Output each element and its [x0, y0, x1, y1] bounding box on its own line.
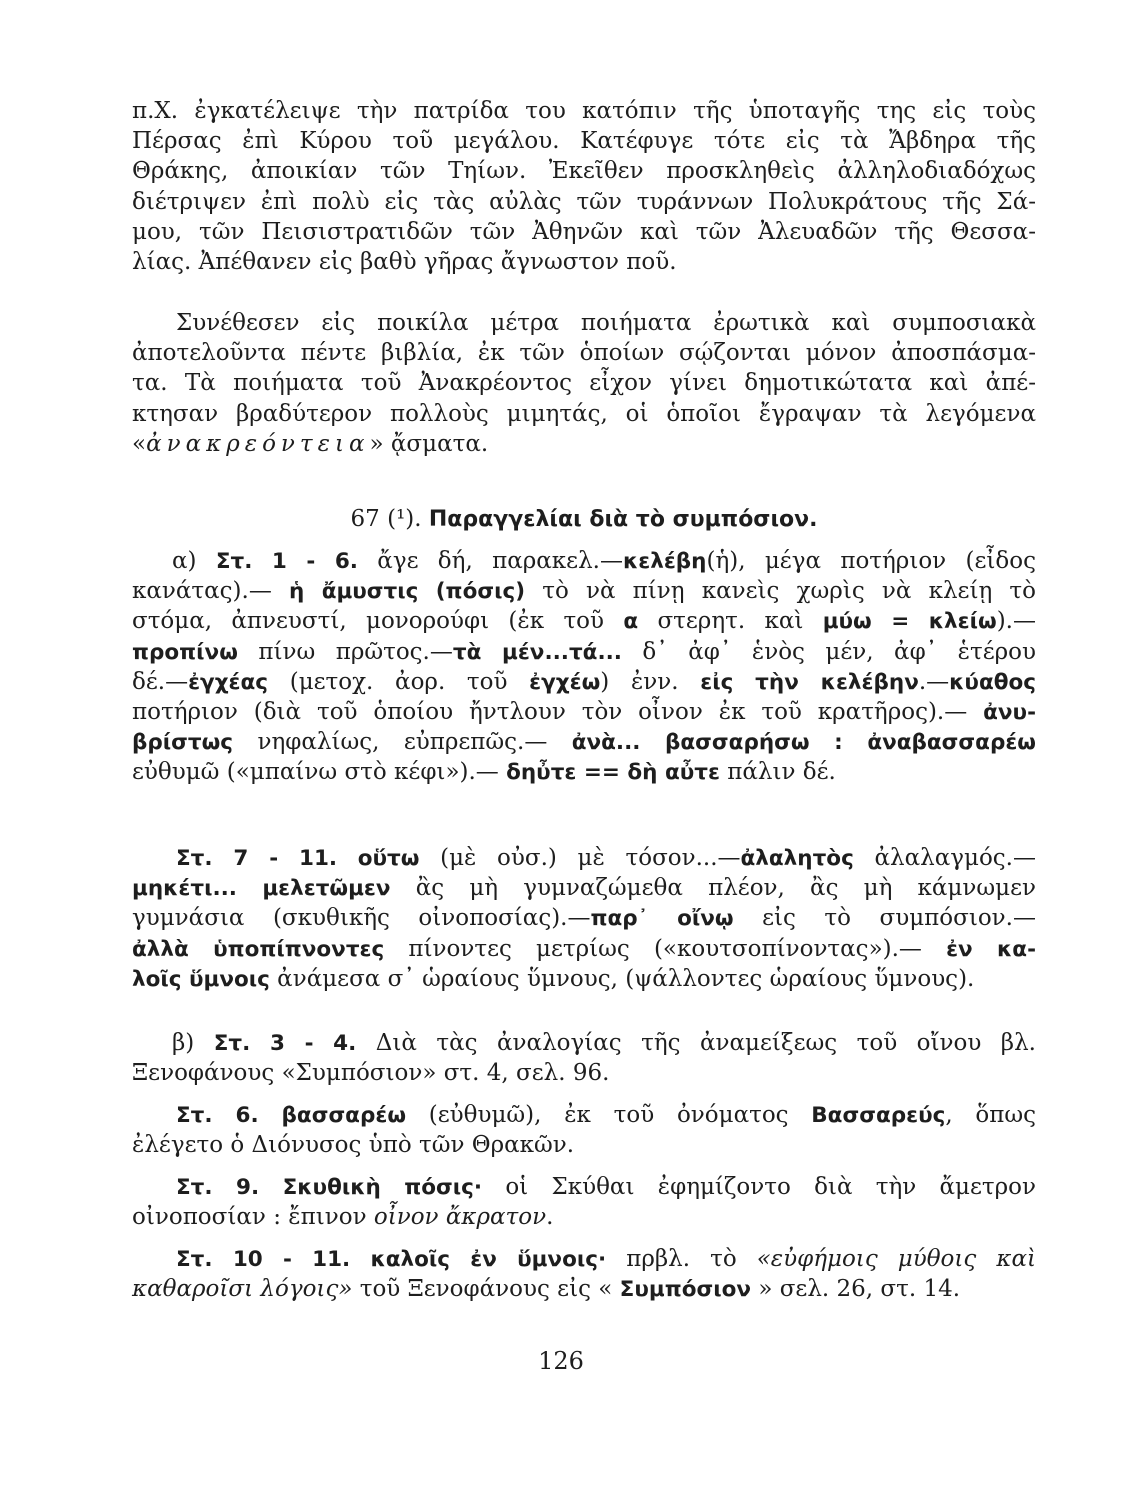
text-line: λίας. Ἀπέθανεν εἰς βαθὺ γῆρας ἄγνωστον ποῦ. — [132, 248, 677, 275]
plain-text: πρβλ. τὸ — [606, 1246, 757, 1272]
bold-term: μύω = κλείω — [822, 609, 997, 635]
plain-text: Διὰ τὰς ἀναλογίας τῆς ἀναμείξεως τοῦ οἴνου βλ. — [356, 1030, 1036, 1056]
bold-term: Στ. 6. βασσαρέω — [176, 1103, 407, 1128]
plain-text: (εὐθυμῶ), ἐκ τοῦ ὀνόματος — [406, 1102, 812, 1128]
text-line — [132, 873, 1036, 903]
plain-text: , ὅπως — [945, 1102, 1036, 1128]
text-line: κτησαν βραδύτερον πολλοὺς μιμητάς, οἱ ὁποῖοι ἔγραψαν τὰ λεγόμενα — [132, 400, 1036, 427]
text-line — [132, 1100, 1036, 1130]
text-line — [132, 667, 1036, 697]
section-number: 67 (¹). — [350, 506, 422, 532]
intro-paragraph — [132, 96, 1036, 277]
plain-text: οἰνοποσίαν : ἔπινον — [132, 1204, 374, 1231]
page-number: 126 — [538, 1347, 584, 1375]
bold-term: ἀνὰ... βασσαρήσω : ἀναβασσαρέω — [571, 730, 1036, 756]
plain-text: ποτήριον (διὰ τοῦ ὁποίου ἤντλουν τὸν οἶνον ἐκ τοῦ κρατῆρος).— — [132, 698, 984, 725]
text-line — [132, 546, 1036, 576]
text-line — [132, 1202, 1036, 1232]
plain-text: (μὲ οὐσ.) μὲ τόσον...— — [419, 845, 741, 871]
note-beta — [132, 1028, 1036, 1088]
plain-text: πίνοντες μετρίως («κουτσοπίνοντας»).— — [384, 935, 947, 962]
plain-text — [337, 845, 358, 871]
text-line — [132, 1274, 1036, 1304]
text-line: μου, τῶν Πεισιστρατιδῶν τῶν Ἀθηνῶν καὶ τῶν Ἀλευαδῶν τῆς Θεσσα- — [132, 218, 1036, 245]
text-line — [132, 1130, 1036, 1160]
plain-text: ἂς μὴ γυμναζώμεθα πλέον, ἂς μὴ κάμνωμεν — [390, 875, 1036, 902]
plain-text: τὸ νὰ πίνῃ κανεὶς χωρὶς νὰ κλείῃ τὸ — [525, 578, 1037, 605]
bold-term: Βασσαρεύς — [811, 1103, 946, 1128]
quote-open: « — [132, 430, 147, 457]
note-lines-7-11 — [132, 843, 1036, 994]
bold-term: ἐγχέω — [529, 669, 601, 695]
plain-text: ἄγε δή, παρακελ.— — [357, 548, 623, 574]
text-line — [132, 1172, 1036, 1202]
text-line — [132, 606, 1036, 636]
text-line — [132, 843, 1036, 873]
plain-text: εὐθυμῶ («μπαίνω στὸ κέφι»).— — [132, 759, 507, 786]
plain-text: πάλιν δέ. — [719, 759, 836, 786]
italic-quote: «εὐφήμοις μύθοις καὶ — [756, 1246, 1036, 1272]
works-paragraph — [132, 308, 1036, 459]
bold-term: ἀλλὰ ὑποπίπνοντες — [132, 936, 385, 962]
bold-term: κελέβη — [622, 549, 707, 574]
plain-text: εἰς τὸ συμπόσιον.— — [733, 905, 1036, 932]
plain-text: πίνω πρῶτος.— — [237, 638, 453, 665]
bold-term: μηκέτι... μελετῶμεν — [132, 876, 391, 902]
text-line — [132, 727, 1036, 757]
bold-term: τὰ μέν...τά... — [452, 639, 622, 665]
section-heading — [132, 504, 1036, 534]
note-alpha — [132, 546, 1036, 788]
bold-term: προπίνω — [132, 639, 238, 665]
text-line — [132, 637, 1036, 667]
text-line: Πέρσας ἐπὶ Κύρου τοῦ μεγάλου. Κατέφυγε τότε εἰς τὰ Ἄβδηρα τῆς — [132, 128, 1036, 155]
plain-text: ἀλαλαγμός.— — [853, 845, 1036, 871]
text-line — [132, 429, 1036, 459]
bold-term: ἀλαλητὸς — [740, 846, 854, 871]
text-line — [132, 1244, 1036, 1274]
plain-text: Ξενοφάνους «Συμπόσιον» στ. 4, σελ. 96. — [132, 1060, 610, 1087]
plain-text: στερητ. καὶ — [638, 608, 823, 635]
plain-text: ἐλέγετο ὁ Διόνυσος ὑπὸ τῶν Θρακῶν. — [132, 1132, 575, 1159]
text-line: π.Χ. ἐγκατέλειψε τὴν πατρίδα του κατόπιν τῆς ὑποταγῆς της εἰς τοὺς — [132, 98, 1036, 124]
bold-term: δηὖτε == δὴ αὖτε — [506, 760, 720, 786]
plain-text: . — [546, 1204, 554, 1231]
plain-text: (ἡ), μέγα ποτήριον (εἶδος — [706, 548, 1036, 574]
text-line — [132, 757, 1036, 787]
italic-quote: οἶνον ἄκρατον — [373, 1204, 547, 1231]
plain-text: ἀνάμεσα σ᾽ ὡραίους ὕμνους, (ψάλλοντες ὡραίους ὕμνους). — [269, 965, 975, 992]
bold-term: παρ᾽ οἴνῳ — [590, 906, 734, 932]
note-lines-10-11 — [132, 1244, 1036, 1304]
text-line: Θράκης, ἀποικίαν τῶν Τηίων. Ἐκεῖθεν προσκληθεὶς ἀλληλοδιαδόχως — [132, 158, 1036, 185]
bold-term: βρίστως — [132, 730, 234, 756]
plain-text: β) — [172, 1030, 214, 1056]
bold-term: Στ. 1 - 6. — [215, 549, 358, 574]
plain-text: (μετοχ. ἀορ. τοῦ — [268, 668, 530, 695]
text-line — [132, 576, 1036, 606]
bold-term: ἐν κα- — [946, 936, 1036, 962]
bold-term: οὕτω — [357, 846, 420, 871]
text-line: τα. Τὰ ποιήματα τοῦ Ἀνακρέοντος εἶχον γίνει δημοτικώτατα καὶ ἀπέ- — [132, 370, 1036, 397]
plain-text: οἱ Σκύθαι ἐφημίζοντο διὰ τὴν ἄμετρον — [482, 1174, 1036, 1200]
italic-quote: καθαροῖσι λόγοις» — [132, 1276, 353, 1303]
bold-term: Στ. 7 - 11. — [176, 846, 338, 871]
text-line: ἀποτελοῦντα πέντε βιβλία, ἐκ τῶν ὁποίων σῴζονται μόνον ἀποσπάσμα- — [132, 340, 1036, 367]
bold-term: εἰς τὴν κελέβην — [700, 669, 919, 695]
bold-term: α — [623, 609, 639, 635]
note-line-9 — [132, 1172, 1036, 1232]
bold-term: λοῖς ὕμνοις — [132, 966, 270, 992]
bold-term: ἀνυ- — [983, 699, 1036, 725]
plain-text: τοῦ Ξενοφάνους εἰς « — [352, 1276, 620, 1303]
bold-term: ἐγχέας — [188, 669, 269, 695]
plain-text: ).— — [996, 608, 1036, 635]
plain-text: α) — [172, 548, 216, 574]
plain-text: » σελ. 26, στ. 14. — [751, 1276, 961, 1303]
plain-text: νηφαλίως, εὐπρεπῶς.— — [233, 729, 572, 756]
plain-text: .— — [918, 668, 950, 695]
quote-close: » ᾄσματα. — [369, 430, 489, 457]
plain-text: γυμνάσια (σκυθικῆς οἰνοποσίας).— — [132, 905, 591, 932]
bold-term: ἡ ἄμυστις (πόσις) — [289, 579, 526, 605]
anacreontea-term: ἀνακρεόντεια — [146, 430, 370, 457]
plain-text: στόμα, ἀπνευστί, μονορούφι (ἐκ τοῦ — [132, 608, 624, 635]
bold-term: Συμπόσιον — [619, 1277, 752, 1303]
note-line-6 — [132, 1100, 1036, 1160]
text-line — [132, 903, 1036, 933]
plain-text: δέ.— — [132, 668, 189, 695]
bold-term: Στ. 10 - 11. καλοῖς ἐν ὕμνοις· — [176, 1247, 607, 1272]
bold-term: Στ. 9. Σκυθικὴ πόσις· — [176, 1175, 483, 1200]
bold-term: κύαθος — [949, 669, 1037, 695]
text-line — [132, 1058, 1036, 1088]
text-line — [132, 697, 1036, 727]
text-line: διέτριψεν ἐπὶ πολὺ εἰς τὰς αὐλὰς τῶν τυράννων Πολυκράτους τῆς Σά- — [132, 188, 1036, 215]
text-line: Συνέθεσεν εἰς ποικίλα μέτρα ποιήματα ἐρωτικὰ καὶ συμποσιακὰ — [176, 310, 1036, 336]
bold-term: Στ. 3 - 4. — [213, 1031, 357, 1056]
section-title: Παραγγελίαι διὰ τὸ συμπόσιον. — [428, 507, 818, 532]
plain-text: δ᾽ ἀφ᾽ ἑνὸς μέν, ἀφ᾽ ἑτέρου — [621, 638, 1036, 665]
text-line — [132, 1028, 1036, 1058]
plain-text: ) ἐνν. — [600, 668, 701, 695]
text-line — [132, 934, 1036, 964]
plain-text: κανάτας).— — [132, 578, 290, 605]
text-line — [132, 964, 1036, 994]
